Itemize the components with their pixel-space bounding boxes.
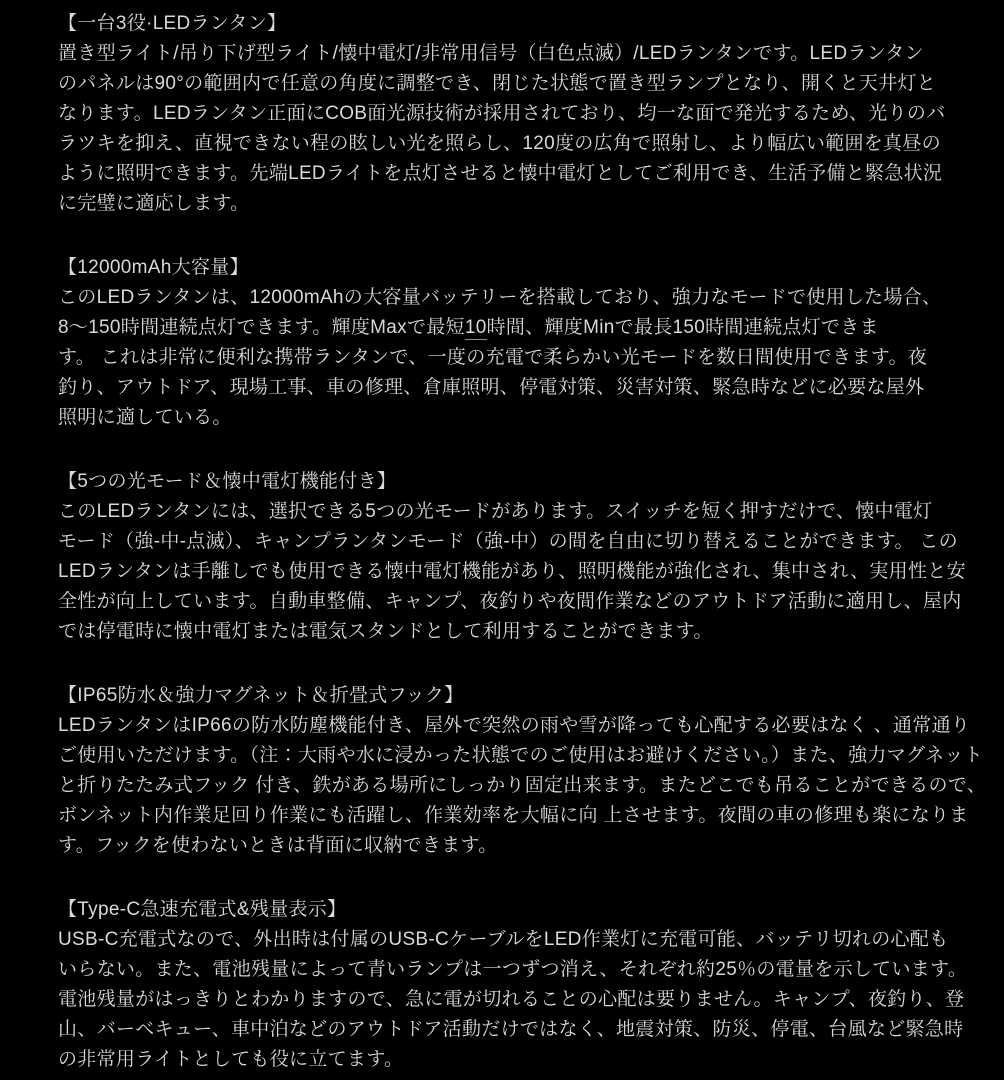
feature-section-battery-capacity [58,253,948,433]
underlined-text-segment: 10 [464,317,487,338]
text-line: 電池残量がはっきりとわかりますので、急に電が切れることの心配は要りません。キャンプ、夜釣り、登 [58,989,965,1010]
text-line [58,313,948,343]
text-line: 釣り、アウトドア、現場工事、車の修理、倉庫照明、停電対策、災害対策、緊急時などに必要な屋外 [58,377,925,398]
text-line: に完璧に適応します。 [58,193,250,214]
text-line: の非常用ライトとしても役に立てます。 [58,1049,404,1070]
text-line: いらない。また、電池残量によって青いランプは一つずつ消え、それぞれ約25％の電量を示しています。 [58,959,968,980]
text-line: 照明に適している。 [58,407,232,428]
text-line: と折りたたみ式フック 付き、鉄がある場所にしっかり固定出来ます。またどこでも吊ることができるので、 [58,775,986,796]
text-line: USB-C充電式なので、外出時は付属のUSB-CケーブルをLED作業灯に充電可能、バッテリ切れの心配も [58,929,949,950]
text-line: 全性が向上しています。自動車整備、キャンプ、夜釣りや夜間作業などのアウトドア活動に適用し、屋内 [58,591,962,612]
text-line: 置き型ライト/吊り下げ型ライト/懐中電灯/非常用信号（白色点滅）/LEDランタンです。LEDランタン [58,43,924,64]
text-segment: 8～150時間連続点灯できます。輝度Maxで最短 [58,317,465,338]
section-heading: 【12000mAh大容量】 [58,257,249,278]
text-line: LEDランタンはIP66の防水防塵機能付き、屋外で突然の雨や雪が降っても心配する必要はなく 、通常通り [58,715,971,736]
text-line: このLEDランタンは、12000mAhの大容量バッテリーを搭載しており、強力なモードで使用した場合、 [58,287,942,308]
text-line: 山、バーベキュー、車中泊などのアウトドア活動だけではなく、地震対策、防災、停電、台風など緊急時 [58,1019,964,1040]
text-line: では停電時に懐中電灯または電気スタンドとして利用することができます。 [58,621,713,642]
section-heading: 【Type-C急速充電式&残量表示】 [58,899,347,920]
feature-section-usb-c-charging [58,895,968,1075]
text-line: なります。LEDランタン正面にCOB面光源技術が採用されており、均一な面で発光するため、光りのバ [58,103,946,124]
text-line: ボンネット内作業足回り作業にも活躍し、作業効率を大幅に向 上させます。夜間の車の修理も楽になりま [58,805,969,826]
text-line: このLEDランタンには、選択できる5つの光モードがあります。スイッチを短く押すだけで、懐中電灯 [58,501,933,522]
text-line: ように照明できます。先端LEDライトを点灯させると懐中電灯としてご利用でき、生活予備と緊急状況 [58,163,943,184]
text-line: ご使用いただけます。（注：大雨や水に浸かった状態でのご使用はお避けください。）また、強力マグネット [58,745,983,766]
text-line: のパネルは90°の範囲内で任意の角度に調整でき、閉じた状態で置き型ランプとなり、開くと天井灯と [58,73,937,94]
section-heading: 【IP65防水＆強力マグネット＆折畳式フック】 [58,685,464,706]
section-heading: 【5つの光モード＆懐中電灯機能付き】 [58,471,397,492]
text-line: す。 これは非常に便利な携帯ランタンで、一度の充電で柔らかい光モードを数日間使用できます。夜 [58,347,928,368]
text-line: モード（強-中-点滅）、キャンプランタンモード（強-中）の間を自由に切り替えることができます。 この [58,531,958,552]
feature-section-waterproof-magnet-hook [58,681,986,861]
section-heading: 【一台3役·LEDランタン】 [58,13,287,34]
text-segment: 時間、輝度Minで最長150時間連続点灯できま [486,317,879,338]
text-line: LEDランタンは手離しでも使用できる懐中電灯機能があり、照明機能が強化され、集中され、実用性と安 [58,561,966,582]
text-line: ラツキを抑え、直視できない程の眩しい光を照らし、120度の広角で照射し、より幅広い範囲を真昼の [58,133,941,154]
feature-section-led-lantern [58,9,948,219]
feature-section-light-modes [58,467,966,647]
text-line: す。フックを使わないときは背面に収納できます。 [58,835,498,856]
